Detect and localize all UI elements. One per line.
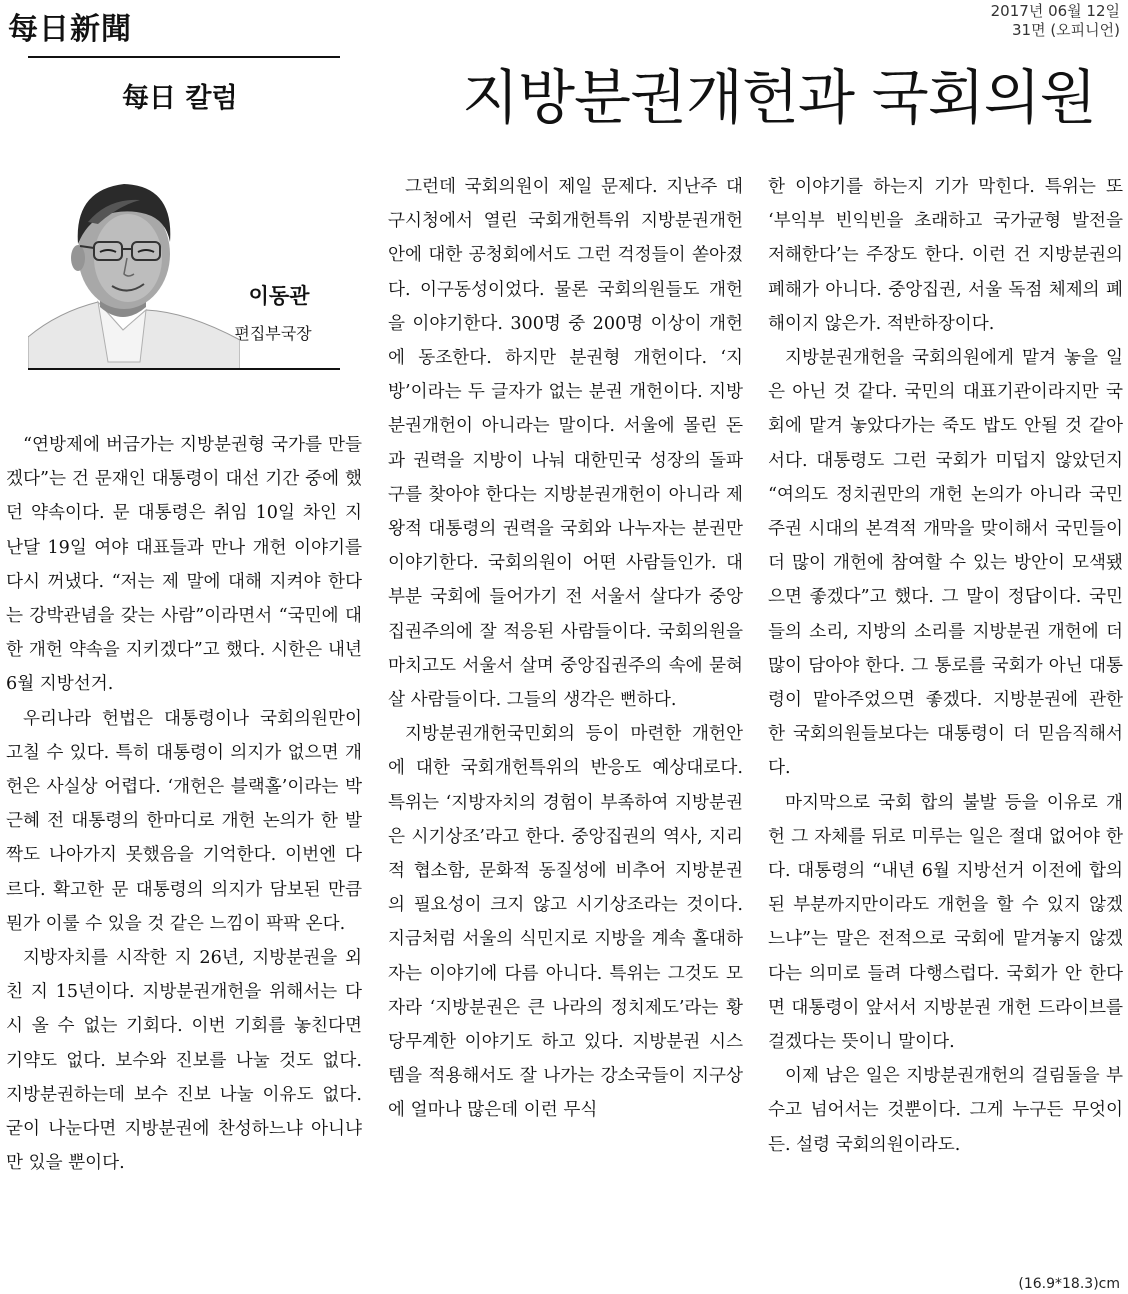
header-rule (28, 56, 340, 58)
newspaper-masthead: 每日新聞 (8, 12, 132, 47)
paragraph: 지방자치를 시작한 지 26년, 지방분권을 외친 지 15년이다. 지방분권개헌을 위해서는 다시 올 수 없는 기회다. 이번 기회를 놓친다면 기약도 없다. 보수와 진보를 나눌 것도 없다. 지방분권하는데 보수 진보 나눌 이유도 없다. 굳이 나눈다면 지방분권에 찬성하느냐 아니냐만 있을 뿐이다. (6, 948, 362, 1174)
paragraph: 지방분권개헌국민회의 등이 마련한 개헌안에 대한 국회개헌특위의 반응도 예상대로다. 특위는 ‘지방자치의 경험이 부족하여 지방분권은 시기상조’라고 한다. 중앙집권의 역사, 지리적 협소함, 문화적 동질성에 비추어 지방분권의 필요성이 크지 않고 시기상조라는 것이다. 지금처럼 서울의 식민지로 지방을 계속 홀대하자는 이야기에 다름 아니다. 특위는 그것도 모자라 ‘지방분권은 큰 나라의 정치제도’라는 황당무계한 이야기도 하고 있다. 지방분권 시스템을 적용해서도 잘 나가는 강소국들이 지구상에 얼마나 많은데 이런 무식 (388, 724, 743, 1121)
paragraph: 한 이야기를 하는지 기가 막힌다. 특위는 또 ‘부익부 빈익빈을 초래하고 국가균형 발전을 저해한다’는 주장도 한다. 이런 건 지방분권의 폐해가 아니다. 중앙집권, 서울 독점 체제의 폐해이지 않은가. 적반하장이다. (768, 177, 1123, 334)
paragraph: 지방분권개헌을 국회의원에게 맡겨 놓을 일은 아닌 것 같다. 국민의 대표기관이라지만 국회에 맡겨 놓았다가는 죽도 밥도 안될 것 같아서다. 대통령도 그런 국회가 미덥지 않았던지 “여의도 정치권만의 개헌 논의가 아니라 국민 주권 시대의 본격적 개막을 맞이해서 국민들이 더 많이 개헌에 참여할 수 있는 방안이 모색됐으면 좋겠다”고 했다. 그 말이 정답이다. 국민들의 소리, 지방의 소리를 지방분권 개헌에 더 많이 담아야 한다. 그 통로를 국회가 아닌 대통령이 맡아주었으면 좋겠다. 지방분권에 관한 한 국회의원들보다는 대통령이 더 믿음직해서다. (768, 348, 1123, 779)
paragraph: 그런데 국회의원이 제일 문제다. 지난주 대구시청에서 열린 국회개헌특위 지방분권개헌안에 대한 공청회에서도 그런 걱정들이 쏟아졌다. 이구동성이었다. 물론 국회의원들도 개헌을 이야기한다. 300명 중 200명 이상이 개헌에 동조한다. 하지만 분권형 개헌이다. ‘지방’이라는 두 글자가 없는 분권 개헌이다. 지방분권개헌이 아니라는 말이다. 서울에 몰린 돈과 권력을 지방이 나눠 대한민국 성장의 돌파구를 찾아야 한다는 지방분권개헌이 아니라 제왕적 대통령의 권력을 국회와 나누자는 분권만 이야기한다. 국회의원이 어떤 사람들인가. 대부분 국회에 들어가기 전 서울서 살다가 중앙집권주의에 잘 적응된 사람들이다. 국회의원을 마치고도 서울서 살며 중앙집권주의 속에 묻혀 살 사람들이다. 그들의 생각은 뻔하다. (388, 177, 743, 711)
paragraph: 이제 남은 일은 지방분권개헌의 걸림돌을 부수고 넘어서는 것뿐이다. 그게 누구든 무엇이든. 설령 국회의원이라도. (768, 1066, 1123, 1155)
publication-meta (991, 2, 1120, 40)
author-name: 이동관 (248, 284, 310, 308)
publication-date: 2017년 06월 12일 (990, 2, 1120, 20)
article-column-2 (388, 170, 743, 1128)
author-portrait (28, 162, 240, 370)
paragraph: “연방제에 버금가는 지방분권형 국가를 만들겠다”는 건 문재인 대통령이 대선 기간 중에 했던 약속이다. 문 대통령은 취임 10일 차인 지난달 19일 여야 대표들과 만나 개헌 이야기를 다시 꺼냈다. “저는 제 말에 대해 지켜야 한다는 강박관념을 갖는 사람”이라면서 “국민에 대한 개헌 약속을 지키겠다”고 했다. 시한은 내년 6월 지방선거. (6, 435, 362, 695)
byline-rule (28, 368, 340, 370)
article-column-3 (768, 170, 1123, 1162)
paragraph: 우리나라 헌법은 대통령이나 국회의원만이 고칠 수 있다. 특히 대통령이 의지가 없으면 개헌은 사실상 어렵다. ‘개헌은 블랙홀’이라는 박근혜 전 대통령의 한마디로 개헌 논의가 한 발짝도 나아가지 못했음을 기억한다. 이번엔 다르다. 확고한 문 대통령의 의지가 담보된 만큼 뭔가 이룰 수 있을 것 같은 느낌이 팍팍 온다. (6, 708, 362, 934)
page-info: 31면 (오피니언) (1011, 21, 1120, 39)
clipping-size-note: (16.9*18.3)cm (1018, 1276, 1120, 1292)
paragraph: 마지막으로 국회 합의 불발 등을 이유로 개헌 그 자체를 뒤로 미루는 일은 절대 없어야 한다. 대통령의 “내년 6월 지방선거 이전에 합의된 부분까지만이라도 개헌을 할 수 있지 않겠느냐”는 말은 전적으로 국회에 맡겨놓지 않겠다는 의미로 들려 다행스럽다. 국회가 안 한다면 대통령이 앞서서 지방분권 개헌 드라이브를 걸겠다는 뜻이니 말이다. (768, 792, 1123, 1053)
column-label: 每日 칼럼 (122, 83, 238, 114)
author-title: 편집부국장 (234, 324, 312, 343)
article-column-1 (6, 428, 362, 1180)
headline: 지방분권개헌과 국회의원 (462, 63, 1096, 132)
